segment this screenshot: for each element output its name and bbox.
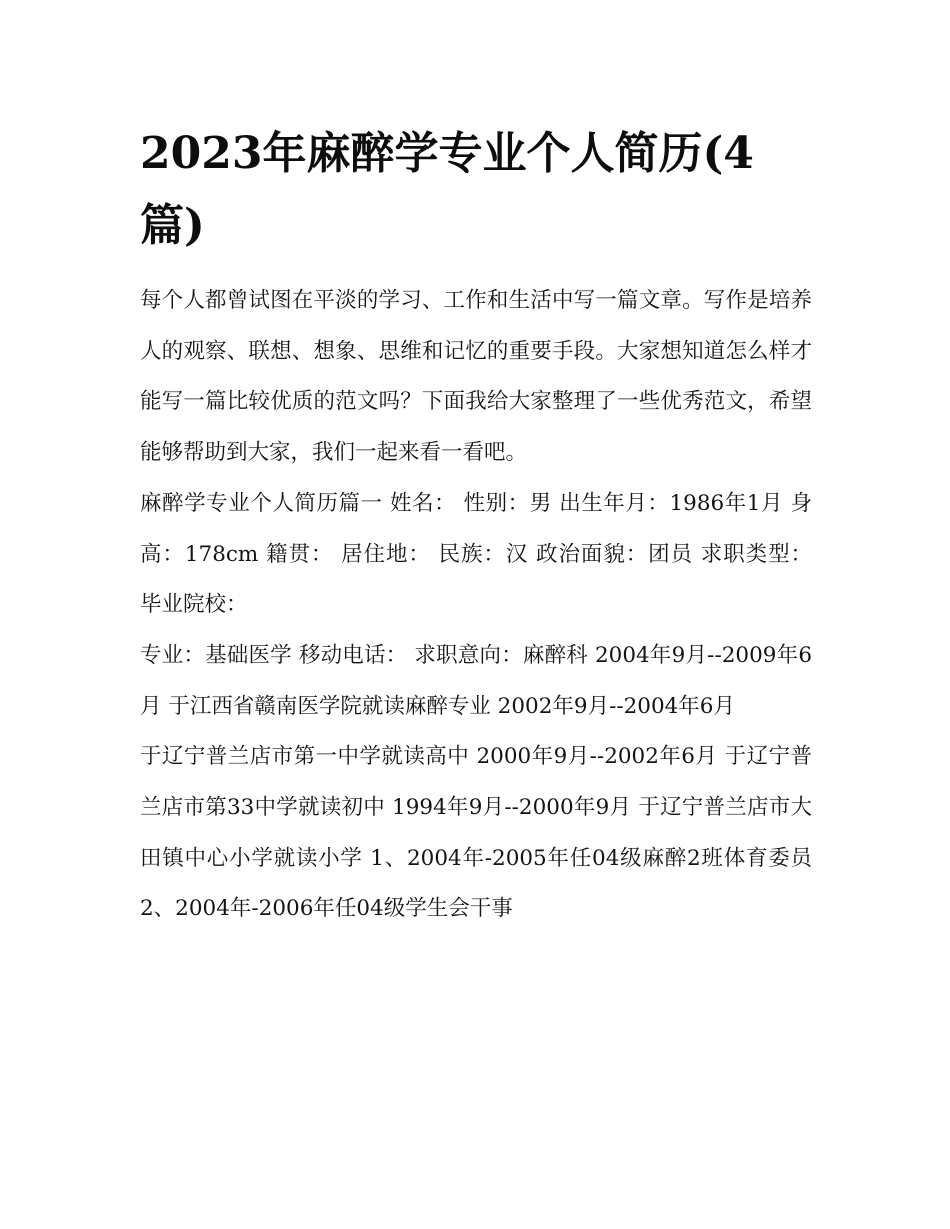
resume-history-paragraph: 于辽宁普兰店市第一中学就读高中 2000年9月--2002年6月 于辽宁普兰店市第33中学就读初中 1994年9月--2000年9月 于辽宁普兰店市大田镇中心小学就读小学 1、2004年-2005年任04级麻醉2班体育委员 2、2004年-2006年任04级学生会干事 <box>140 744 812 922</box>
intro-paragraph: 每个人都曾试图在平淡的学习、工作和生活中写一篇文章。写作是培养人的观察、联想、想象、思维和记忆的重要手段。大家想知道怎么样才能写一篇比较优质的范文吗？下面我给大家整理了一些优秀范文，希望能够帮助到大家，我们一起来看一看吧。 <box>140 288 812 466</box>
resume-education-paragraph: 专业：基础医学 移动电话： 求职意向：麻醉科 2004年9月--2009年6月 于江西省赣南医学院就读麻醉专业 2002年9月--2004年6月 <box>140 642 812 719</box>
document-title: 2023年麻醉学专业个人简历(4篇) <box>140 128 754 251</box>
document-body <box>140 276 812 935</box>
resume-basic-info-paragraph: 麻醉学专业个人简历篇一 姓名： 性别：男 出生年月：1986年1月 身高：178cm 籍贯： 居住地： 民族：汉 政治面貌：团员 求职类型： 毕业院校： <box>140 490 812 618</box>
